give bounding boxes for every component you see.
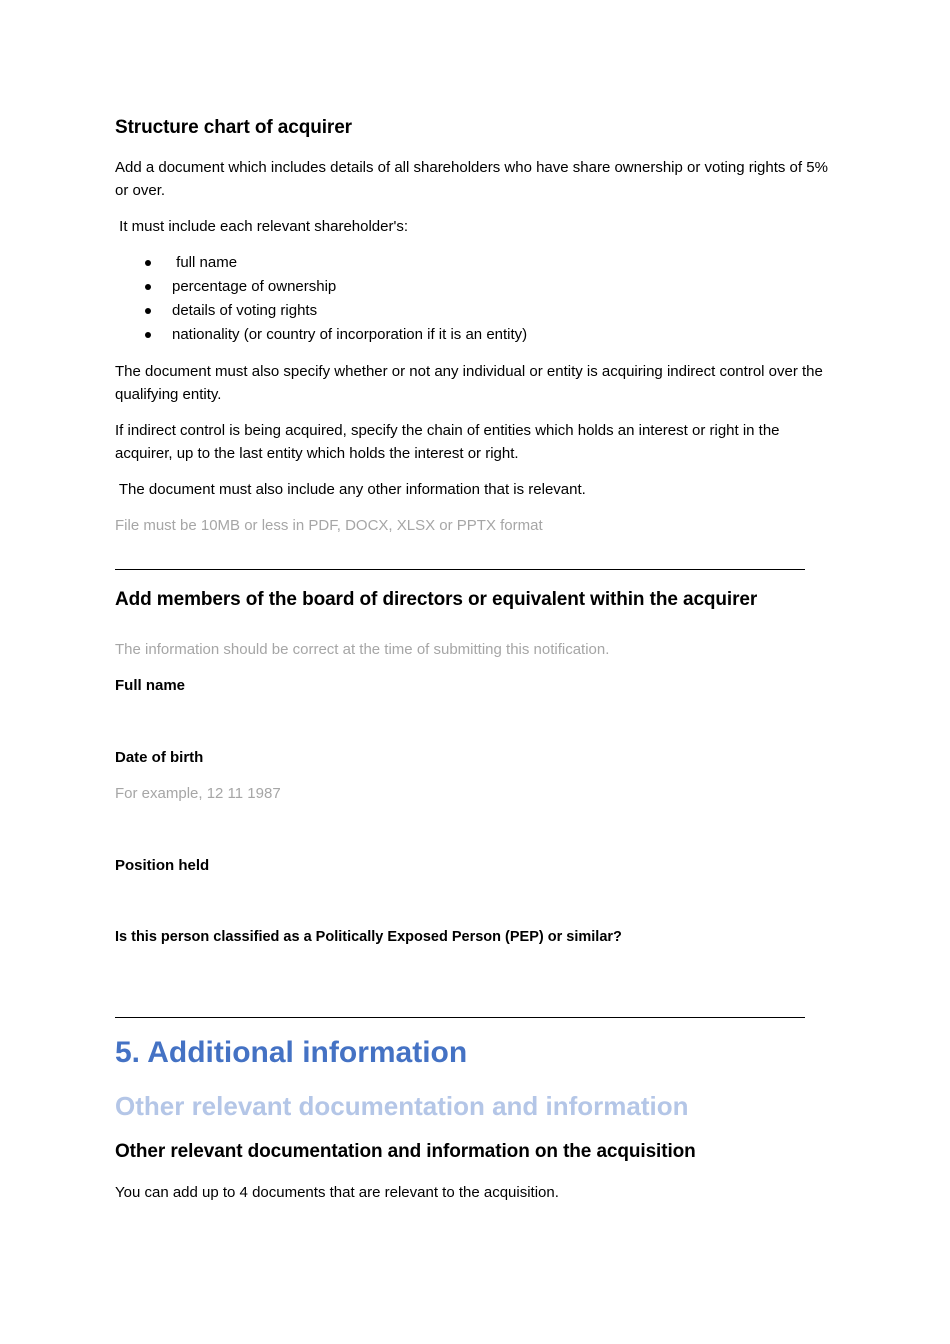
date-of-birth-label: Date of birth [115,749,204,766]
date-of-birth-hint: For example, 12 11 1987 [115,785,281,802]
other-documentation-heading: Other relevant documentation and information on the acquisition [115,1141,696,1162]
full-name-label: Full name [115,677,186,694]
chain-of-entities-paragraph: If indirect control is being acquired, specify the chain of entities which holds an interest or right in the acquirer, up to the last entity which holds the interest or right. [115,422,780,462]
file-format-hint: File must be 10MB or less in PDF, DOCX, XLSX or PPTX format [115,517,543,534]
pep-question-label: Is this person classified as a Politically Exposed Person (PEP) or similar? [115,929,622,945]
list-item: nationality (or country of incorporation if it is an entity) [115,323,527,347]
indirect-control-paragraph: The document must also specify whether or not any individual or entity is acquiring indirect control over the qualifying entity. [115,363,823,403]
position-held-label: Position held [115,857,210,874]
section-divider [115,1017,805,1018]
section-5-title: 5. Additional information [115,1036,468,1069]
structure-chart-heading: Structure chart of acquirer [115,117,352,138]
list-intro: It must include each relevant shareholder's: [115,218,409,235]
other-documentation-text: You can add up to 4 documents that are relevant to the acquisition. [115,1184,559,1201]
board-hint: The information should be correct at the time of submitting this notification. [115,641,610,658]
shareholder-details-list [115,251,527,347]
board-members-heading: Add members of the board of directors or equivalent within the acquirer [115,589,758,610]
list-item: percentage of ownership [115,275,527,299]
list-item: details of voting rights [115,299,527,323]
list-item: full name [115,251,527,275]
section-5-subtitle: Other relevant documentation and information [115,1091,689,1121]
other-info-paragraph: The document must also include any other information that is relevant. [115,481,586,498]
structure-chart-intro: Add a document which includes details of all shareholders who have share ownership or voting rights of 5% or over. [115,159,828,199]
section-divider [115,569,805,570]
